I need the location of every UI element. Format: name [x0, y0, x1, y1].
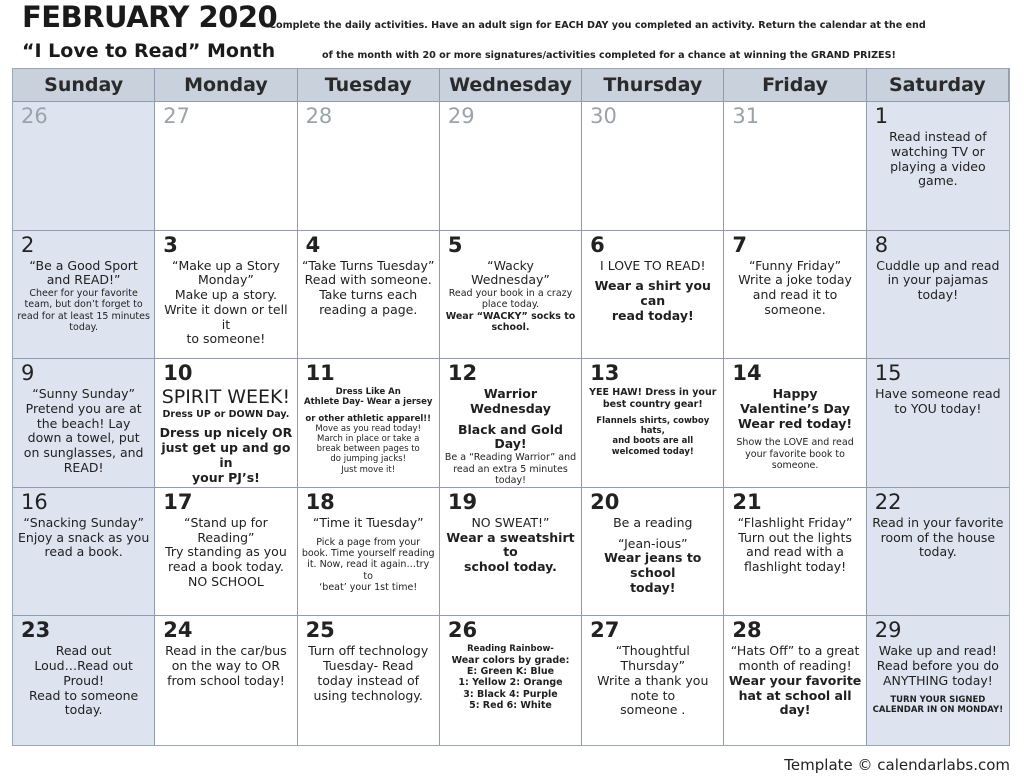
- activity-line: watching TV or: [890, 143, 985, 159]
- day-activity: [159, 387, 292, 485]
- activity-line: Wear jeans to school: [604, 550, 702, 581]
- calendar-day-cell: [13, 102, 155, 231]
- activity-line: SPIRIT WEEK!: [161, 386, 291, 409]
- activity-line: school today.: [464, 559, 557, 575]
- activity-line: Black and Gold Day!: [457, 421, 564, 452]
- activity-line: TURN YOUR SIGNED: [890, 694, 986, 705]
- calendar-day-cell: [867, 359, 1009, 488]
- calendar-day-cell: [440, 488, 582, 617]
- activity-line: Read instead of: [889, 129, 987, 144]
- calendar-day-cell: [298, 102, 440, 231]
- day-activity: [159, 644, 292, 688]
- day-number: 28: [305, 104, 333, 128]
- activity-line: Loud…Read out: [34, 658, 133, 674]
- activity-line: Wear colors by grade:: [451, 654, 570, 666]
- activity-line: ANYTHING today!: [882, 672, 993, 688]
- activity-line: “Jean-ious”: [617, 535, 688, 551]
- activity-line: Just move it!: [341, 464, 396, 475]
- activity-line: today.: [64, 702, 103, 718]
- activity-line: “Sunny Sunday”: [32, 386, 136, 402]
- activity-line: YEE HAW! Dress in your: [589, 387, 717, 399]
- day-number: 24: [163, 618, 193, 643]
- activity-line: down a towel, put: [27, 430, 140, 446]
- activity-line: Turn out the lights: [738, 529, 852, 545]
- day-activity: [586, 259, 719, 324]
- day-number: 6: [590, 232, 605, 257]
- activity-line: Monday”: [198, 272, 254, 288]
- activity-line: Wear your favorite: [728, 672, 862, 688]
- activity-line: today!: [495, 474, 526, 486]
- activity-line: “Hats Off” to a great: [730, 643, 860, 659]
- activity-line: welcomed today!: [611, 446, 694, 457]
- calendar-day-cell: [867, 616, 1009, 745]
- activity-line: I LOVE TO READ!: [600, 257, 706, 273]
- day-activity: [17, 516, 150, 560]
- calendar-day-cell: [13, 616, 155, 745]
- day-activity: [586, 644, 719, 718]
- activity-line: from school today!: [167, 672, 285, 688]
- activity-line: today!: [630, 579, 676, 595]
- activity-line: playing a video: [890, 158, 986, 174]
- activity-line: Valentine’s Day: [740, 400, 850, 416]
- day-number: 18: [305, 489, 335, 514]
- activity-line: hat at school all day!: [738, 687, 852, 718]
- activity-line: “Snacking Sunday”: [23, 514, 144, 530]
- activity-line: flashlight today!: [743, 559, 847, 575]
- activity-line: read a book.: [44, 544, 123, 560]
- activity-line: on the way to OR: [171, 658, 281, 674]
- day-number: 12: [447, 361, 478, 386]
- activity-line: reading a page.: [319, 301, 418, 317]
- activity-line: team, but don’t forget to: [24, 299, 143, 311]
- calendar-grid: [12, 68, 1010, 746]
- activity-line: “Stand up for: [184, 514, 268, 530]
- calendar-day-cell: [724, 359, 866, 488]
- calendar-day-cell: [13, 231, 155, 360]
- day-number: 9: [21, 361, 35, 386]
- activity-line: someone.: [771, 460, 819, 472]
- activity-line: CALENDAR IN ON MONDAY!: [872, 704, 1004, 715]
- activity-line: using technology.: [313, 687, 423, 703]
- day-number: 5: [447, 232, 463, 257]
- activity-line: game.: [918, 173, 958, 189]
- calendar-day-cell: [298, 488, 440, 617]
- activity-line: “Time it Tuesday”: [312, 514, 424, 530]
- calendar-day-cell: [724, 616, 866, 745]
- weekday-header-wednesday: Wednesday: [440, 69, 582, 102]
- activity-line: Have someone read: [875, 386, 1001, 402]
- activity-line: Flannels shirts, cowboy hats,: [596, 415, 710, 437]
- day-activity: [302, 516, 435, 594]
- day-number: 8: [874, 232, 889, 257]
- day-activity: [871, 516, 1005, 560]
- activity-line: Warrior Wednesday: [470, 386, 551, 416]
- activity-line: Wednesday”: [471, 272, 550, 288]
- activity-line: best country gear!: [602, 398, 703, 410]
- activity-line: and read it to: [752, 287, 838, 303]
- day-number: 16: [21, 489, 48, 514]
- activity-line: and READ!”: [46, 272, 121, 288]
- activity-line: to someone!: [186, 331, 266, 347]
- day-number: 29: [874, 618, 902, 643]
- day-number: 25: [305, 618, 335, 643]
- activity-line: Cheer for your favorite: [29, 288, 138, 300]
- day-activity: [728, 516, 861, 575]
- day-number: 23: [21, 618, 51, 643]
- day-number: 2: [21, 232, 35, 257]
- activity-line: today.: [69, 322, 98, 334]
- activity-line: Move as you read today!: [315, 423, 421, 434]
- activity-line: Wear a shirt you can: [594, 278, 711, 309]
- weekday-header-thursday: Thursday: [582, 69, 724, 102]
- activity-line: READ!: [63, 459, 104, 475]
- activity-line: Read in your favorite: [872, 514, 1004, 530]
- activity-line: Dress up nicely OR: [159, 425, 293, 441]
- day-activity: [159, 516, 292, 590]
- day-number: 10: [163, 361, 193, 386]
- activity-line: and read with a: [746, 544, 844, 560]
- day-activity: [302, 644, 435, 703]
- calendar-subtitle: “I Love to Read” Month: [22, 40, 276, 62]
- activity-line: today!: [917, 287, 959, 303]
- activity-line: NO SWEAT!”: [471, 514, 550, 530]
- activity-line: place today.: [481, 299, 540, 311]
- day-number: 1: [874, 104, 889, 128]
- activity-line: read today!: [611, 307, 694, 323]
- activity-line: someone.: [764, 301, 826, 317]
- activity-line: Read before you do: [876, 658, 999, 674]
- day-number: 21: [732, 489, 762, 514]
- template-credit: Template © calendarlabs.com: [784, 756, 1010, 774]
- day-activity: [444, 516, 577, 575]
- calendar-day-cell: [440, 616, 582, 745]
- day-activity: [586, 387, 719, 457]
- activity-line: today.: [918, 544, 957, 560]
- day-activity: [871, 130, 1005, 189]
- calendar-day-cell: [298, 231, 440, 360]
- calendar-day-cell: [724, 488, 866, 617]
- weekday-header-saturday: Saturday: [867, 69, 1009, 102]
- calendar-day-cell: [582, 616, 724, 745]
- calendar-day-cell: [724, 231, 866, 360]
- activity-line: March in place or take a: [317, 433, 420, 444]
- activity-line: Write a thank you: [597, 672, 709, 688]
- activity-line: “Take Turns Tuesday”: [301, 257, 435, 273]
- activity-line: someone .: [620, 702, 686, 718]
- day-activity: [728, 259, 861, 318]
- activity-line: Wear “WACKY” socks to: [445, 310, 576, 322]
- day-number: 20: [590, 489, 620, 514]
- calendar-day-cell: [582, 359, 724, 488]
- activity-line: it. Now, read it again…try to: [307, 559, 430, 582]
- activity-line: “Funny Friday”: [749, 257, 842, 273]
- activity-line: on sunglasses, and: [23, 445, 144, 461]
- activity-line: Read out: [55, 643, 112, 659]
- instructions-line-2: of the month with 20 or more signatures/activities completed for a chance at winning the GRAND PRIZES!: [322, 50, 896, 61]
- activity-line: month of reading!: [738, 658, 852, 674]
- day-number: 4: [305, 232, 321, 257]
- activity-line: NO SCHOOL: [187, 573, 264, 589]
- calendar-day-cell: [440, 359, 582, 488]
- activity-line: 3: Black 4: Purple: [463, 688, 558, 700]
- calendar-day-cell: [582, 488, 724, 617]
- activity-line: Proud!: [63, 672, 104, 688]
- day-number: 13: [590, 361, 620, 386]
- activity-line: Pretend you are at: [25, 400, 142, 416]
- weekday-header-friday: Friday: [724, 69, 866, 102]
- day-activity: [871, 259, 1005, 303]
- calendar-day-cell: [582, 231, 724, 360]
- day-number: 26: [447, 618, 478, 643]
- day-number: 19: [447, 489, 478, 514]
- day-activity: [159, 259, 292, 348]
- day-activity: [444, 387, 577, 486]
- activity-line: Read to someone: [29, 687, 139, 703]
- day-activity: [17, 259, 150, 334]
- calendar-day-cell: [298, 616, 440, 745]
- activity-line: read an extra 5 minutes: [453, 463, 568, 475]
- calendar-day-cell: [155, 488, 297, 617]
- activity-line: “Wacky: [487, 257, 534, 273]
- activity-line: “Thoughtful: [615, 643, 690, 659]
- calendar-day-cell: [298, 359, 440, 488]
- day-number: 22: [874, 489, 902, 514]
- day-number: 28: [732, 618, 762, 643]
- weekday-header-tuesday: Tuesday: [298, 69, 440, 102]
- activity-line: Write it down or tell it: [164, 301, 288, 332]
- activity-line: Read in the car/bus: [165, 643, 287, 659]
- day-number: 17: [163, 489, 193, 514]
- activity-line: Read with someone.: [304, 272, 432, 288]
- activity-line: Wear red today!: [738, 415, 853, 431]
- activity-line: your PJ’s!: [191, 469, 260, 485]
- activity-line: or other athletic apparel!!: [305, 413, 432, 424]
- day-number: 14: [732, 361, 762, 386]
- calendar-day-cell: [155, 231, 297, 360]
- calendar-day-cell: [13, 359, 155, 488]
- day-activity: [17, 644, 150, 718]
- activity-line: book. Time yourself reading: [301, 547, 435, 559]
- instructions-line-1: Complete the daily activities. Have an adult sign for EACH DAY you completed an activity. Return the calendar at the end: [269, 20, 926, 31]
- activity-line: E: Green K: Blue: [466, 665, 555, 677]
- day-number: 30: [590, 104, 617, 128]
- day-activity: [302, 387, 435, 475]
- calendar-day-cell: [155, 359, 297, 488]
- calendar-title: FEBRUARY 2020: [22, 0, 278, 34]
- day-number: 31: [732, 104, 760, 128]
- activity-line: Write a joke today: [738, 272, 852, 288]
- day-number: 27: [590, 618, 620, 643]
- activity-line: ‘beat’ your 1st time!: [319, 582, 418, 594]
- activity-line: 5: Red 6: White: [469, 700, 552, 712]
- activity-line: Try standing as you: [165, 544, 287, 560]
- activity-line: room of the house: [880, 529, 996, 545]
- day-activity: [728, 644, 861, 718]
- activity-line: Athlete Day- Wear a jersey: [304, 397, 433, 408]
- day-number: 7: [732, 232, 748, 257]
- activity-line: Wake up and read!: [878, 643, 997, 659]
- activity-line: Show the LOVE and read: [736, 437, 854, 449]
- day-number: 26: [21, 104, 48, 128]
- activity-line: Dress Like An: [335, 387, 401, 398]
- activity-line: Cuddle up and read: [876, 257, 1000, 273]
- calendar-day-cell: [867, 231, 1009, 360]
- activity-line: Wear a sweatshirt to: [446, 529, 575, 560]
- calendar-day-cell: [440, 231, 582, 360]
- calendar-day-cell: [155, 616, 297, 745]
- activity-line: and boots are all: [612, 436, 694, 447]
- day-number: 29: [447, 104, 475, 128]
- weekday-header-monday: Monday: [155, 69, 297, 102]
- activity-line: Make up a story.: [174, 287, 277, 303]
- day-activity: [728, 387, 861, 471]
- activity-line: read for at least 15 minutes: [17, 310, 150, 322]
- activity-line: school.: [491, 322, 530, 334]
- day-number: 15: [874, 361, 902, 386]
- day-number: 27: [163, 104, 191, 128]
- calendar-day-cell: [440, 102, 582, 231]
- activity-line: Read your book in a crazy: [448, 288, 573, 300]
- day-activity: [17, 387, 150, 476]
- activity-line: “Be a Good Sport: [29, 257, 138, 273]
- day-activity: [871, 387, 1005, 417]
- weekday-header-sunday: Sunday: [13, 69, 155, 102]
- activity-line: in your pajamas: [887, 272, 989, 288]
- calendar-day-cell: [155, 102, 297, 231]
- day-number: 3: [163, 232, 178, 257]
- calendar-day-cell: [582, 102, 724, 231]
- activity-line: the beach! Lay: [36, 415, 131, 431]
- activity-line: Dress UP or DOWN Day.: [162, 409, 290, 421]
- activity-line: today instead of: [317, 672, 420, 688]
- calendar-day-cell: [867, 488, 1009, 617]
- calendar-day-cell: [867, 102, 1009, 231]
- activity-line: do jumping jacks!: [330, 454, 406, 465]
- activity-line: read a book today.: [167, 559, 284, 575]
- calendar-header: [14, 0, 1010, 68]
- day-number: 11: [305, 361, 335, 386]
- activity-line: 1: Yellow 2: Orange: [458, 677, 563, 689]
- activity-line: Tuesday- Read: [322, 658, 414, 674]
- activity-line: Pick a page from your: [316, 536, 421, 548]
- day-activity: [871, 644, 1005, 715]
- day-activity: [444, 259, 577, 334]
- activity-line: “Flashlight Friday”: [737, 514, 853, 530]
- activity-line: Reading”: [197, 529, 255, 545]
- activity-line: Reading Rainbow-: [467, 644, 554, 655]
- activity-line: just get up and go in: [161, 440, 291, 470]
- day-activity: [586, 516, 719, 596]
- activity-line: Be a “Reading Warrior” and: [444, 452, 577, 464]
- activity-line: “Make up a Story: [171, 257, 280, 273]
- activity-line: note to: [630, 687, 676, 703]
- day-activity: [444, 644, 577, 711]
- calendar-day-cell: [13, 488, 155, 617]
- activity-line: Thursday”: [620, 658, 686, 674]
- activity-line: Turn off technology: [308, 643, 429, 659]
- activity-line: Happy: [772, 386, 818, 402]
- activity-line: to YOU today!: [894, 400, 982, 416]
- activity-line: Be a reading: [613, 514, 693, 530]
- activity-line: Take turns each: [319, 287, 418, 303]
- activity-line: your favorite book to: [745, 448, 845, 460]
- calendar-day-cell: [724, 102, 866, 231]
- day-activity: [302, 259, 435, 318]
- activity-line: Enjoy a snack as you: [18, 529, 150, 545]
- activity-line: break between pages to: [316, 444, 420, 455]
